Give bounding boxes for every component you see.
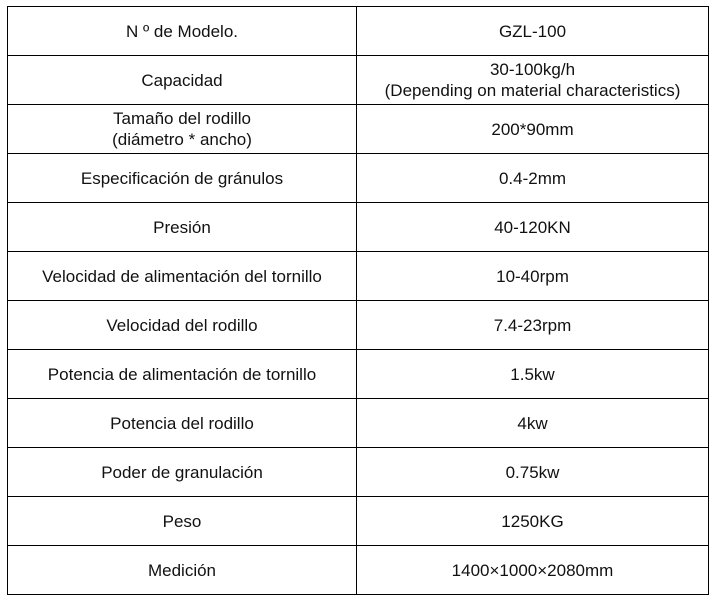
- spec-label-cell-line: Velocidad del rodillo: [106, 315, 258, 335]
- spec-label-cell: [8, 546, 357, 595]
- spec-label-cell: [8, 252, 357, 301]
- spec-value-cell-line: 1400×1000×2080mm: [451, 560, 614, 580]
- spec-value-cell-line: 0.4-2mm: [498, 168, 567, 188]
- specification-table: [7, 6, 709, 595]
- table-row: [8, 350, 709, 399]
- spec-value-cell-line: 0.75kw: [505, 462, 560, 482]
- table-row: [8, 301, 709, 350]
- spec-label-cell-line: Capacidad: [141, 70, 223, 90]
- spec-value-cell: [357, 7, 709, 56]
- spec-label-cell: [8, 7, 357, 56]
- spec-label-cell: [8, 301, 357, 350]
- spec-label-cell: [8, 399, 357, 448]
- specification-table-body: [8, 7, 709, 595]
- spec-label-cell-line: N º de Modelo.: [125, 21, 239, 41]
- spec-label-cell: [8, 154, 357, 203]
- spec-label-cell: [8, 56, 357, 105]
- table-row: [8, 448, 709, 497]
- table-row: [8, 546, 709, 595]
- spec-value-cell: [357, 154, 709, 203]
- spec-value-cell: [357, 399, 709, 448]
- spec-value-cell-line: 1250KG: [501, 511, 564, 531]
- table-row: [8, 7, 709, 56]
- spec-value-cell-line: 10-40rpm: [496, 266, 569, 286]
- spec-label-cell: [8, 350, 357, 399]
- spec-value-cell: [357, 546, 709, 595]
- spec-value-cell-line: 4kw: [517, 413, 548, 433]
- table-row: [8, 399, 709, 448]
- spec-label-cell-line: Potencia del rodillo: [110, 413, 254, 433]
- spec-label-cell-line: (diámetro * ancho): [112, 130, 252, 149]
- spec-value-cell-line: GZL-100: [498, 21, 567, 41]
- spec-label-cell-line: Peso: [162, 511, 202, 531]
- spec-value-cell-line: 1.5kw: [510, 364, 555, 384]
- spec-label-cell-line: Tamaño del rodillo: [113, 109, 251, 128]
- table-row: [8, 497, 709, 546]
- spec-value-cell: [357, 448, 709, 497]
- spec-value-cell-line: 200*90mm: [491, 119, 574, 139]
- table-row: [8, 252, 709, 301]
- table-row: [8, 203, 709, 252]
- table-row: [8, 154, 709, 203]
- spec-label-cell: [8, 448, 357, 497]
- spec-label-cell: [8, 105, 357, 154]
- table-row: [8, 56, 709, 105]
- spec-value-cell: [357, 497, 709, 546]
- spec-label-cell-line: Presión: [153, 217, 211, 237]
- spec-value-cell-line: 30-100kg/h: [489, 60, 576, 79]
- spec-value-cell-line: (Depending on material characteristics): [384, 81, 681, 100]
- spec-label-cell-line: Especificación de gránulos: [80, 168, 284, 188]
- spec-value-cell-line: 7.4-23rpm: [493, 315, 572, 335]
- spec-value-cell: [357, 301, 709, 350]
- spec-value-cell: [357, 105, 709, 154]
- spec-label-cell-line: Velocidad de alimentación del tornillo: [42, 266, 322, 286]
- spec-label-cell: [8, 203, 357, 252]
- spec-label-cell: [8, 497, 357, 546]
- spec-value-cell: [357, 252, 709, 301]
- spec-label-cell-line: Poder de granulación: [101, 462, 263, 482]
- spec-value-cell-line: 40-120KN: [494, 217, 571, 237]
- spec-value-cell: [357, 203, 709, 252]
- spec-label-cell-line: Medición: [147, 560, 217, 580]
- spec-value-cell: [357, 350, 709, 399]
- spec-value-cell: [357, 56, 709, 105]
- spec-label-cell-line: Potencia de alimentación de tornillo: [47, 364, 317, 384]
- table-row: [8, 105, 709, 154]
